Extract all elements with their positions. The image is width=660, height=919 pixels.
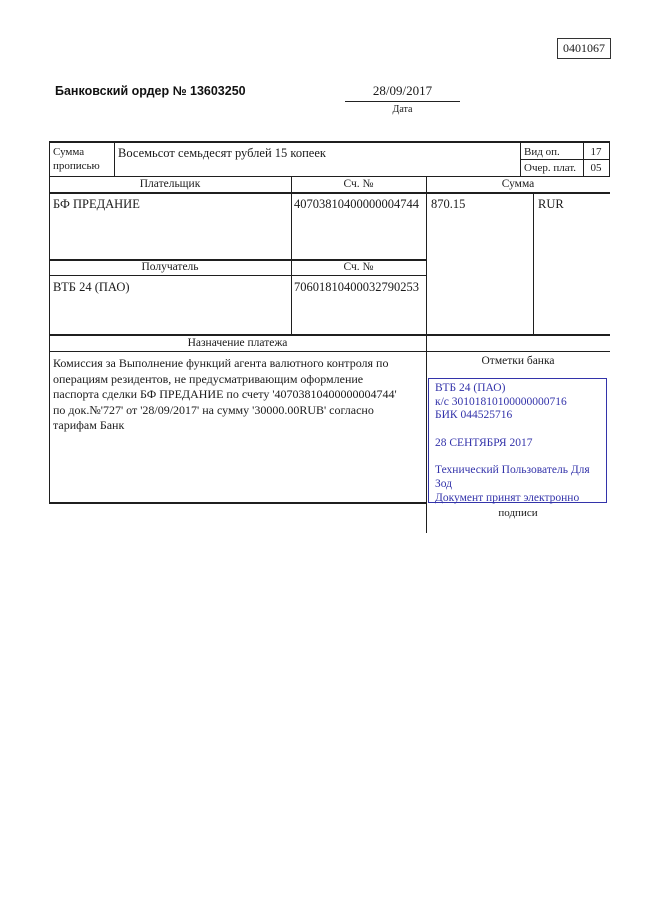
stamp-line: Документ принят электронно: [435, 491, 580, 504]
table-left-border: [49, 141, 50, 504]
priority-label: Очер. плат.: [524, 162, 577, 174]
amount-in-words-value: Восемьсот семьдесят рублей 15 копеек: [118, 146, 326, 160]
payer-name: БФ ПРЕДАНИЕ: [53, 197, 140, 211]
stamp-line: Зод: [435, 477, 453, 490]
date-value: 28/09/2017: [345, 83, 460, 102]
op-type-divider: [520, 159, 610, 160]
currency-column-divider: [533, 192, 534, 334]
stamp-line: Технический Пользователь Для: [435, 464, 590, 477]
date-label: Дата: [392, 104, 413, 115]
table-top-border: [49, 141, 610, 143]
payee-header-bottom-border: [49, 275, 426, 276]
payee-column-header: Получатель: [141, 261, 199, 273]
payee-account-column-header: Сч. №: [343, 261, 374, 273]
stamp-line: к/с 30101810100000000716: [435, 395, 567, 408]
payer-column-header: Плательщик: [139, 178, 201, 190]
purpose-text-line: паспорта сделки БФ ПРЕДАНИЕ по счету '40703810400000004744': [53, 387, 397, 401]
purpose-cell-bottom-border: [49, 502, 427, 504]
amount-row-bottom-border: [49, 176, 610, 177]
account-column-divider: [291, 176, 292, 334]
payer-account-column-header: Сч. №: [343, 178, 374, 190]
amount-label-divider: [114, 141, 115, 177]
document-title: Банковский ордер № 13603250: [55, 84, 246, 98]
purpose-header: Назначение платежа: [187, 337, 288, 349]
stamp-line: [435, 423, 606, 437]
date-block: [345, 83, 460, 115]
bank-marks-header: Отметки банка: [481, 355, 555, 367]
form-code-box: 0401067: [557, 38, 611, 59]
payee-name: ВТБ 24 (ПАО): [53, 280, 130, 294]
payment-amount: 870.15: [431, 197, 466, 211]
sum-column-header: Сумма: [501, 178, 535, 190]
op-type-label: Вид оп.: [524, 146, 560, 158]
stamp-line: ВТБ 24 (ПАО): [435, 382, 506, 394]
payer-account: 40703810400000004744: [294, 197, 419, 211]
amount-in-words-label: [53, 145, 100, 173]
table-right-border: [609, 141, 610, 177]
signatures-label: подписи: [498, 507, 538, 519]
payment-currency: RUR: [538, 197, 564, 211]
op-type-box-left-border: [520, 141, 521, 177]
purpose-text-line: тарифам Банк: [53, 418, 125, 432]
priority-value: 05: [590, 162, 602, 174]
purpose-band-top-border: [49, 334, 610, 336]
amount-label-line1: Сумма: [53, 146, 85, 158]
purpose-text: [53, 356, 425, 434]
purpose-text-line: Комиссия за Выполнение функций агента валютного контроля по: [53, 356, 389, 370]
header-row-bottom-border: [49, 192, 610, 194]
op-type-value: 17: [590, 146, 602, 158]
purpose-band-bottom-border: [49, 351, 610, 352]
bank-electronic-stamp: [428, 378, 607, 503]
purpose-text-line: по док.№'727' от '28/09/2017' на сумму '30000.00RUB' согласно: [53, 402, 374, 417]
stamp-line: [435, 451, 606, 465]
payee-account: 70601810400032790253: [294, 280, 419, 294]
amount-label-line2: прописью: [53, 160, 100, 172]
purpose-text-line: операциям резидентов, не предусматривающим оформление: [53, 371, 364, 386]
stamp-line: БИК 044525716: [435, 409, 513, 422]
stamp-line: 28 СЕНТЯБРЯ 2017: [435, 436, 533, 449]
